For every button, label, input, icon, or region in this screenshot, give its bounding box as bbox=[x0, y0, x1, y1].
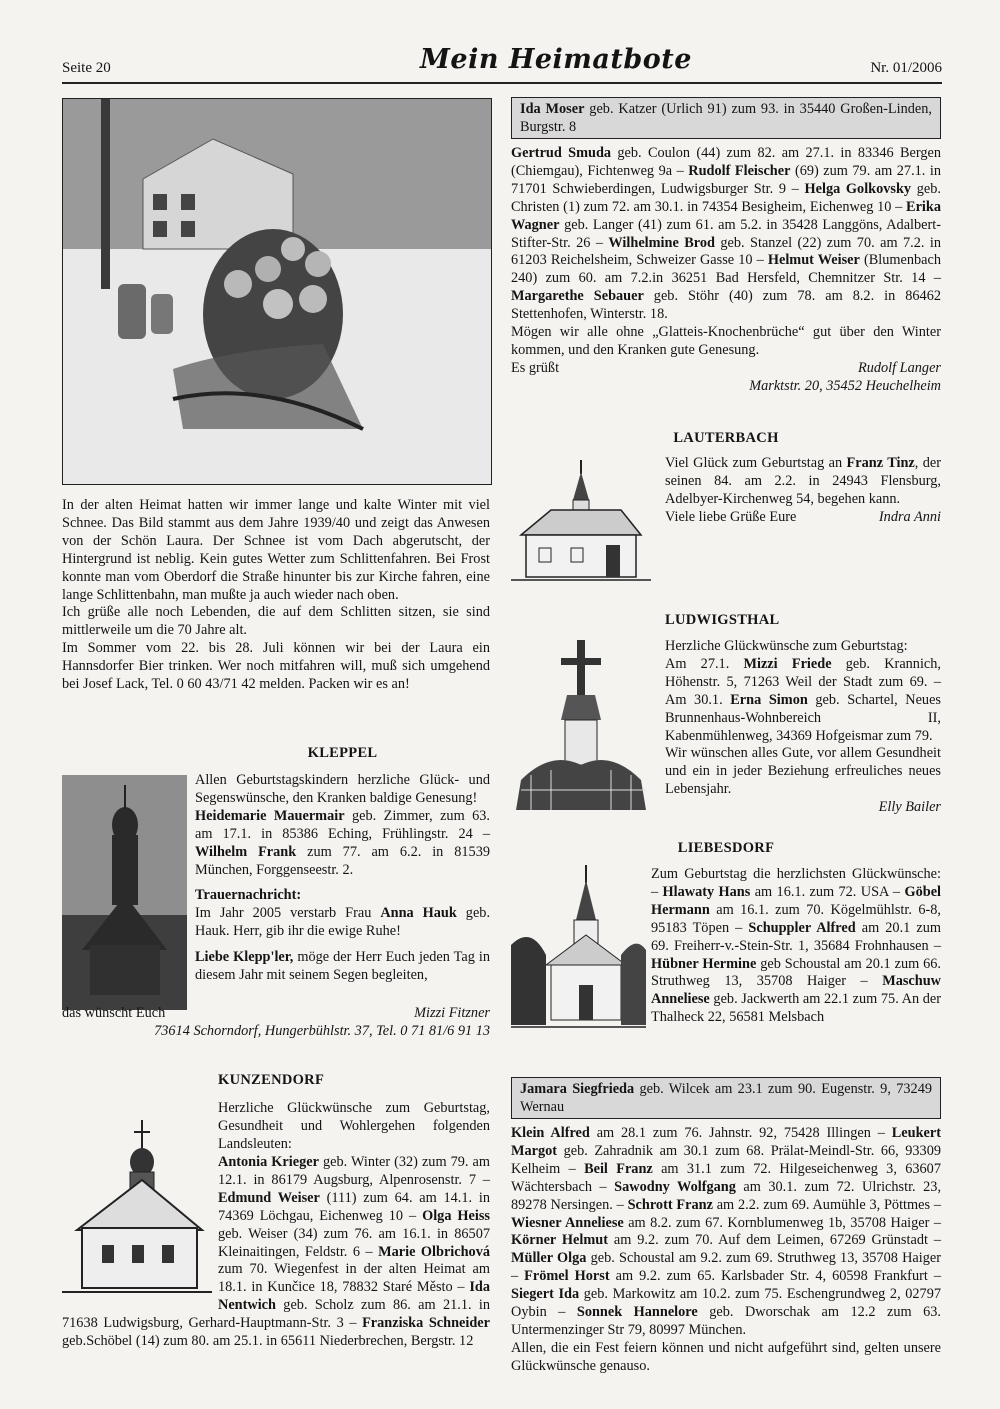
signature-lead: Viele liebe Grüße Eure bbox=[665, 508, 797, 525]
ludwigsthal-text bbox=[665, 638, 941, 817]
person-name: Franz Tinz bbox=[846, 455, 915, 471]
winter-wish: Mögen wir alle ohne „Glatteis-Knochenbrüche“ gut über den Winter kommen, und den Kranken gute Genesung. bbox=[511, 324, 941, 358]
person-name: Sonnek Hannelore bbox=[576, 1304, 698, 1321]
person-name: Göbel Hermann bbox=[651, 883, 942, 918]
entry-text: möge der Herr Euch jeden Tag in diesem Jahr mit seinem Segen begleiten, bbox=[195, 949, 490, 984]
issue-number: Nr. 01/2006 bbox=[870, 60, 942, 76]
person-name: Erna Simon bbox=[730, 691, 808, 708]
person-name: Ida Moser bbox=[520, 101, 585, 117]
entry-text: am 2.2. zum 69. Aumühle 3, Pöttmes – bbox=[712, 1196, 941, 1213]
entry-text: geb. Weiser (34) zum 76. am 16.1. in 86507 Kleinaitingen, Feldstr. 6 – bbox=[218, 1225, 490, 1260]
person-name: Maschuw Anneliese bbox=[651, 973, 941, 1008]
signature-name: Rudolf Langer bbox=[857, 359, 941, 376]
section-ludwigsthal bbox=[665, 612, 941, 630]
entry-text: am 16.1. zum 72. USA – bbox=[750, 883, 905, 900]
person-name: Jamara Siegfrieda bbox=[520, 1081, 635, 1097]
entry-text: (69) zum 79. am 27.1. in 71701 Schwieberdingen, Ludwigsburger Str. 9 – bbox=[511, 162, 941, 197]
entry-text: am 20.1 zum 69. Freiherr-v.-Stein-Str. 1, 35684 Frohnhausen – bbox=[651, 919, 941, 954]
caption-paragraph: In der alten Heimat hatten wir immer lange und kalte Winter mit viel Schnee. Das Bild stammt aus dem Jahre 1939/40 und zeigt das Anwesen von der Schön Laura. Der Schnee ist vom Dach abgerutscht, der Hintergrund ist neblig. Kein gutes Wetter zum Schlittenfahren. Bei Frost konnte man vom Oberdorf die Straße hinunter bis zur Kirche fahren, eine lange Schlittenbahn, man mußte ja auch wieder nach oben. bbox=[62, 497, 490, 603]
right-bottom-block bbox=[511, 1077, 941, 1376]
liebesdorf-entries bbox=[651, 866, 941, 1027]
caption-paragraph: Im Sommer vom 22. bis 28. Juli können wir bei der Laura ein Hannsdorfer Bier trinken. Wer noch mitfahren will, muß sich umgehend bei Josef Lack, Tel. 0 60 43/71 42 melden. Packen wir es an! bbox=[62, 640, 490, 693]
entry-text: geb.Schöbel (14) zum 80. am 25.1. in 65611 Niederbrechen, Bergstr. 12 bbox=[62, 1333, 474, 1350]
entry-text: am 9.2. zum 65. Karlsbader Str. 4, 60598 Frankfurt – bbox=[609, 1268, 941, 1285]
person-name: Olga Heiss bbox=[422, 1207, 490, 1224]
entry-text: geb. Schoustal am 9.2. zum 69. Struthweg 13, 35708 Haiger – bbox=[511, 1250, 941, 1285]
person-name: Gertrud Smuda bbox=[511, 145, 612, 161]
entry-text: geb. Schartel, Neues Brunnenhaus-Wohnbereich II, Kabenmühlenweg, 34369 Hofgeismar zum 79. bbox=[665, 691, 941, 744]
section-title-liebesdorf: LIEBESDORF bbox=[677, 840, 775, 856]
entry-text: am 9.2. zum 70. Auf dem Leimen, 67269 Grünstadt – bbox=[607, 1232, 941, 1249]
signature-row bbox=[665, 509, 941, 527]
entry-text: zum 70. Wiegenfest in der alten Heimat am 18.1. in Kunčice 18, 78832 Staré Město – bbox=[218, 1261, 490, 1296]
signature-name: Mizzi Fitzner bbox=[414, 1005, 490, 1021]
signature-name: Elly Bailer bbox=[878, 799, 941, 816]
entry-text: geb. Krannich, Höhenstr. 5, 71263 Weil der Stadt zum 69. – Am 30.1. bbox=[665, 655, 941, 708]
kleppel-signature bbox=[62, 1005, 490, 1041]
section-title-ludwigsthal: LUDWIGSTHAL bbox=[665, 612, 780, 628]
signature-row bbox=[665, 799, 941, 817]
entry-text: geb. Scholz zum 86. am 21.1. in 71638 Ludwigsburg, Gerhard-Hauptmann-Str. 3 – bbox=[62, 1297, 490, 1332]
entry-text: geb. Winter (32) zum 79. am 12.1. in 86179 Augsburg, Alpenrosenstr. 7 – bbox=[218, 1154, 490, 1188]
entry-text: geb. Katzer (Urlich 91) zum 93. in 35440 Großen-Linden, Burgstr. 8 bbox=[520, 101, 932, 135]
right-top-block bbox=[511, 97, 941, 396]
masthead-title: Mein Heimatbote bbox=[420, 44, 692, 75]
entry-text: geb. Hauk. Herr, gib ihr die ewige Ruhe! bbox=[195, 905, 491, 940]
person-name: Helga Golkovsky bbox=[804, 180, 912, 197]
page-number: Seite 20 bbox=[62, 60, 111, 76]
person-name: Siegert Ida bbox=[511, 1286, 580, 1303]
person-name: Klein Alfred bbox=[511, 1125, 590, 1141]
person-name: Rudolf Fleischer bbox=[688, 162, 791, 179]
ludwigsthal-wish: Wir wünschen alles Gute, vor allem Gesundheit und ein in jeder Beziehung erfreuliches neues Lebensjahr. bbox=[665, 745, 941, 798]
person-name: Wilhelm Frank bbox=[195, 843, 297, 860]
trauer-heading: Trauernachricht: bbox=[195, 887, 302, 904]
liebesdorf-text bbox=[651, 866, 941, 1027]
person-name: Margarethe Sebauer bbox=[511, 288, 644, 305]
section-title-kleppel: KLEPPEL bbox=[307, 745, 378, 761]
ludwigsthal-entries bbox=[665, 656, 941, 746]
ida-moser-box bbox=[511, 97, 941, 139]
person-name: Edmund Weiser bbox=[218, 1189, 320, 1206]
person-name: Frömel Horst bbox=[524, 1268, 610, 1285]
section-liebesdorf bbox=[511, 840, 941, 858]
kunzendorf-entries bbox=[62, 1154, 490, 1351]
entry-text: geb. Coulon (44) zum 82. am 27.1. in 83346 Bergen (Chiemgau), Fichtenweg 9a – bbox=[511, 145, 941, 179]
person-name: Ida Nentwich bbox=[218, 1279, 490, 1314]
entry-text: Viel Glück zum Geburtstag an bbox=[665, 455, 847, 471]
entry-text: (111) zum 64. am 14.1. in 74369 Löchgau, Eichenweg 10 – bbox=[218, 1189, 490, 1224]
person-name: Hübner Hermine bbox=[651, 955, 757, 972]
ludwigsthal-intro: Herzliche Glückwünsche zum Geburtstag: bbox=[665, 638, 908, 654]
liebesdorf-church-image bbox=[511, 865, 646, 1035]
person-name: Beil Franz bbox=[584, 1160, 653, 1177]
entry-text: (Blumenbach 240) zum 60. am 7.2.in 36251 Bad Hersfeld, Chemnitzer Str. 14 – bbox=[511, 252, 941, 287]
entry-text: am 31.1 zum 72. Hilgeseichenweg 3, 63607 Wächtersbach – bbox=[511, 1160, 941, 1195]
entry-text: geb. Zahradnik am 30.1 zum 68. Prälat-Meindl-Str. 66, 93309 Kelheim – bbox=[511, 1142, 941, 1177]
ludwigsthal-cross-image bbox=[511, 640, 653, 815]
entry-text: geb. Markowitz am 10.2. zum 75. Eschengrundweg 2, 02797 Oybin – bbox=[511, 1286, 941, 1321]
person-name: Leukert Margot bbox=[511, 1125, 941, 1159]
section-lauterbach bbox=[511, 430, 941, 448]
jamara-box bbox=[511, 1077, 941, 1119]
person-name: Heidemarie Mauermair bbox=[195, 807, 345, 824]
signature-address-text: 73614 Schorndorf, Hungerbühlstr. 37, Tel. 0 71 81/6 91 13 bbox=[154, 1022, 490, 1039]
person-name: Antonia Krieger bbox=[218, 1154, 319, 1170]
person-name: Schuppler Alfred bbox=[748, 919, 856, 936]
person-name: Mizzi Friede bbox=[743, 655, 832, 672]
section-title-kunzendorf: KUNZENDORF bbox=[218, 1072, 325, 1088]
kleppel-trauer-text bbox=[195, 905, 490, 941]
kleppel-trauer-label bbox=[195, 887, 490, 905]
entry-text: am 28.1 zum 76. Jahnstr. 92, 75428 Illingen – bbox=[589, 1125, 892, 1141]
kunzendorf-intro-block bbox=[218, 1100, 490, 1154]
signature-lead: das wünscht Euch bbox=[62, 1005, 166, 1021]
lauterbach-text bbox=[665, 455, 941, 527]
entry-text: geb. Christen (1) zum 72. am 30.1. in 74354 Besigheim, Eichenweg 10 – bbox=[511, 180, 941, 215]
entry-text: am 30.1. zum 72. Ulrichstr. 23, 89278 Nersingen. – bbox=[511, 1178, 942, 1213]
kunzendorf-intro: Herzliche Glückwünsche zum Geburtstag, Gesundheit und Wohlergehen folgenden Landsleuten: bbox=[218, 1100, 490, 1152]
entry-text: , der seinen 84. am 2.2. in 24943 Flensburg, Adelbyer-Kirchenweg 54, begehen kann. bbox=[665, 455, 941, 507]
birthday-entries bbox=[511, 1125, 941, 1340]
entry-text: am 8.2. zum 67. Kornblumenweg 1b, 35708 Haiger – bbox=[623, 1214, 941, 1231]
signature-address bbox=[511, 378, 941, 396]
entry-text: Zum Geburtstag die herzlichsten Glückwünsche: – bbox=[651, 866, 941, 900]
entry-text: geb. Stöhr (40) zum 78. am 8.2. in 86462 Stettenhofen, Winterstr. 18. bbox=[511, 288, 941, 323]
entry-text: zum 77. am 6.2. in 81539 München, Forggenseestr. 2. bbox=[195, 843, 490, 878]
entry-text: geb. Wilcek am 23.1 zum 90. Eugenstr. 9, 73249 Wernau bbox=[520, 1081, 932, 1115]
signature-name: Indra Anni bbox=[878, 508, 941, 525]
section-kleppel bbox=[195, 745, 490, 763]
signature-row bbox=[62, 1005, 490, 1023]
header-rule bbox=[62, 82, 942, 84]
entry-text: geb. Dworschak am 12.2 zum 63. Untermenzinger Str 79, 80997 München. bbox=[511, 1304, 941, 1338]
person-name: Anna Hauk bbox=[380, 905, 457, 922]
entry-text: geb. Zimmer, zum 63. am 17.1. in 85386 Eching, Frühlingstr. 24 – bbox=[195, 807, 490, 842]
kleppel-entries bbox=[195, 808, 490, 880]
person-name: Körner Helmut bbox=[511, 1232, 608, 1249]
person-name: Wilhelmine Brod bbox=[608, 234, 715, 251]
signature-address bbox=[62, 1023, 490, 1041]
entry-text: geb Schoustal am 20.1 zum 66. Struthweg 13, 35708 Haiger – bbox=[651, 955, 941, 990]
entry-text: geb. Jackwerth am 22.1 zum 75. An der Thalheck 22, 56581 Melsbach bbox=[651, 991, 941, 1026]
signature-row bbox=[511, 360, 941, 378]
lauterbach-chapel-image bbox=[511, 460, 651, 585]
entry-text: geb. Stanzel (22) zum 70. am 7.2. in 61203 Reichelsheim, Schweizer Gasse 10 – bbox=[511, 234, 941, 269]
person-name: Sawodny Wolfgang bbox=[614, 1178, 736, 1195]
person-name: Erika Wagner bbox=[511, 198, 941, 233]
person-name: Wiesner Anneliese bbox=[511, 1214, 624, 1231]
section-title-lauterbach: LAUTERBACH bbox=[673, 430, 779, 446]
kunzendorf-entry-list bbox=[62, 1154, 490, 1351]
person-name: Schrott Franz bbox=[627, 1196, 713, 1213]
signature-lead: Es grüßt bbox=[511, 359, 560, 376]
person-name: Hlawaty Hans bbox=[662, 883, 751, 900]
kleppel-greeting bbox=[195, 949, 490, 985]
lauterbach-entry bbox=[665, 455, 941, 509]
entry-text: geb. Langer (41) zum 61. am 5.2. in 35428 Langgöns, Adalbert-Stifter-Str. 26 – bbox=[511, 216, 941, 251]
kleppel-text bbox=[195, 772, 490, 985]
person-name: Helmut Weiser bbox=[767, 252, 860, 269]
entry-text: Am 27.1. bbox=[665, 655, 744, 672]
person-name: Marie Olbrichová bbox=[378, 1243, 490, 1260]
greeting-bold: Liebe Klepp'ler, bbox=[195, 949, 294, 966]
sled-photo-illustration bbox=[63, 99, 491, 484]
closing-text: Allen, die ein Fest feiern können und nicht aufgeführt sind, gelten unsere Glückwünsche genauso. bbox=[511, 1339, 941, 1374]
kleppel-intro: Allen Geburtstagskindern herzliche Glück- und Segenswünsche, den Kranken baldige Genesung! bbox=[195, 772, 490, 806]
birthday-entries bbox=[511, 145, 941, 324]
sled-photo bbox=[62, 98, 492, 485]
entry-text: am 16.1. zum 70. Kögelmühlstr. 6-8, 95183 Töpen – bbox=[651, 901, 941, 936]
person-name: Franziska Schneider bbox=[362, 1315, 490, 1332]
photo-caption bbox=[62, 497, 490, 694]
entry-text: Im Jahr 2005 verstarb Frau bbox=[195, 905, 381, 922]
signature-address-text: Marktstr. 20, 35452 Heuchelheim bbox=[749, 377, 941, 394]
section-kunzendorf-title bbox=[218, 1072, 490, 1090]
caption-paragraph: Ich grüße alle noch Lebenden, die auf dem Schlitten sitzen, sie sind mittlerweile um die 70 Jahre alt. bbox=[62, 604, 490, 639]
kleppel-church-image bbox=[62, 775, 187, 1010]
person-name: Müller Olga bbox=[511, 1250, 587, 1267]
